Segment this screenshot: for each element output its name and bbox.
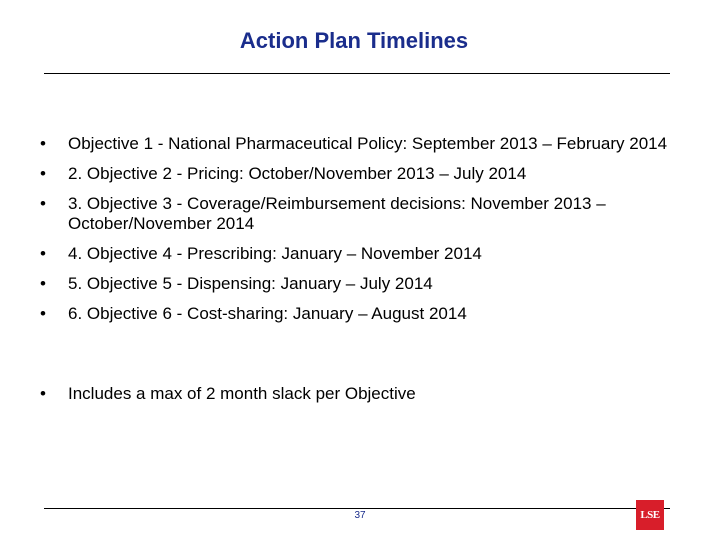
- objective-bullet-list: [40, 134, 680, 334]
- bullet-icon: •: [40, 134, 46, 153]
- bullet-text: 4. Objective 4 - Prescribing: January – November 2014: [68, 244, 482, 263]
- bullet-text: 5. Objective 5 - Dispensing: January – July 2014: [68, 274, 433, 293]
- bullet-item: [40, 274, 680, 294]
- bullet-item: [40, 244, 680, 264]
- bullet-item: [40, 194, 680, 234]
- bullet-icon: •: [40, 164, 46, 183]
- bullet-icon: •: [40, 384, 46, 403]
- bullet-item: [40, 134, 680, 154]
- bullet-item: [40, 384, 680, 404]
- bullet-text: 6. Objective 6 - Cost-sharing: January – August 2014: [68, 304, 467, 323]
- bullet-text: 2. Objective 2 - Pricing: October/November 2013 – July 2014: [68, 164, 527, 183]
- note-text: Includes a max of 2 month slack per Objective: [68, 384, 416, 403]
- footer-divider: [44, 508, 670, 509]
- slide-title: Action Plan Timelines: [239, 28, 469, 53]
- note-bullet-list: [40, 384, 680, 414]
- title-divider: [44, 73, 670, 74]
- lse-logo: LSE: [636, 500, 664, 530]
- bullet-icon: •: [40, 244, 46, 263]
- bullet-icon: •: [40, 304, 46, 323]
- page-number: 37: [354, 510, 366, 521]
- bullet-item: [40, 164, 680, 184]
- bullet-icon: •: [40, 274, 46, 293]
- bullet-icon: •: [40, 194, 46, 213]
- bullet-item: [40, 304, 680, 324]
- bullet-text: Objective 1 - National Pharmaceutical Policy: September 2013 – February 2014: [68, 134, 668, 153]
- bullet-text: 3. Objective 3 - Coverage/Reimbursement decisions: November 2013 – October/November 2014: [68, 194, 606, 233]
